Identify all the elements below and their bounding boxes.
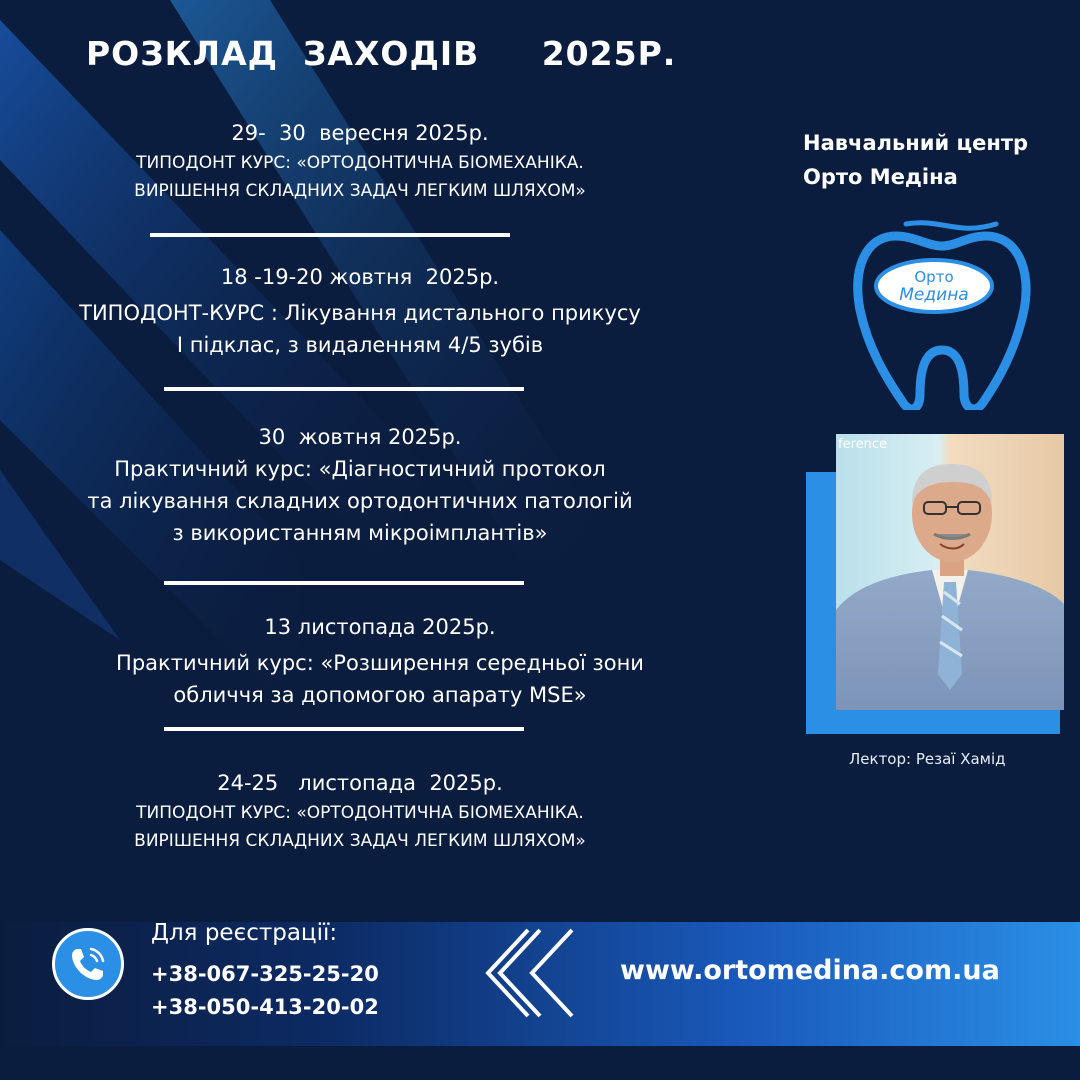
website-link[interactable]: www.ortomedina.com.ua: [620, 955, 1000, 986]
event-date: 30 жовтня 2025р.: [258, 425, 462, 449]
divider: [150, 233, 510, 237]
event-item-2: [40, 261, 680, 361]
event-date: 29- 30 вересня 2025р.: [231, 121, 489, 145]
event-description: ТИПОДОНТ КУРС: «ОРТОДОНТИЧНА БІОМЕХАНІКА. ВИРІШЕННЯ СКЛАДНИХ ЗАДАЧ ЛЕГКИМ ШЛЯХОМ»: [134, 803, 586, 851]
training-center-name: Навчальний центр Орто Медіна: [803, 131, 1029, 189]
tooth-icon: [846, 218, 1036, 410]
event-description: ТИПОДОНТ-КУРС : Лікування дистального прикусу І підклас, з видаленням 4/5 зубів: [79, 301, 641, 357]
lecturer-photo: [836, 434, 1064, 710]
phone-number[interactable]: +38-067-325-25-20: [151, 962, 379, 986]
logo-text-line2: Медина: [899, 285, 969, 305]
photo-background-sign: ference: [838, 437, 888, 452]
logo-text-line1: Орто: [914, 268, 954, 286]
event-item-4: [60, 611, 700, 711]
divider: [164, 581, 524, 585]
phone-icon: [52, 928, 124, 1000]
event-item-3: [40, 421, 680, 549]
page-title: РОЗКЛАД ЗАХОДІВ 2025Р.: [86, 34, 677, 73]
event-description: Практичний курс: «Розширення середньої зони обличчя за допомогою апарату MSE»: [116, 651, 644, 707]
event-description: Практичний курс: «Діагностичний протокол та лікування складних ортодонтичних патологій з використанням мікроімплантів»: [87, 457, 633, 545]
divider: [164, 387, 524, 391]
event-description: ТИПОДОНТ КУРС: «ОРТОДОНТИЧНА БІОМЕХАНІКА. ВИРІШЕННЯ СКЛАДНИХ ЗАДАЧ ЛЕГКИМ ШЛЯХОМ»: [134, 153, 586, 201]
event-date: 24-25 листопада 2025р.: [217, 771, 503, 795]
registration-label: Для реєстрації:: [151, 920, 338, 946]
event-item-5: [40, 767, 680, 855]
event-date: 18 -19-20 жовтня 2025р.: [220, 265, 500, 289]
phone-number[interactable]: +38-050-413-20-02: [151, 995, 379, 1019]
event-date: 13 листопада 2025р.: [264, 615, 496, 639]
lecturer-caption: Лектор: Резаї Хамід: [849, 750, 1006, 768]
divider: [164, 727, 524, 731]
event-item-1: [40, 117, 680, 205]
double-chevron-left-icon: [482, 928, 578, 1018]
